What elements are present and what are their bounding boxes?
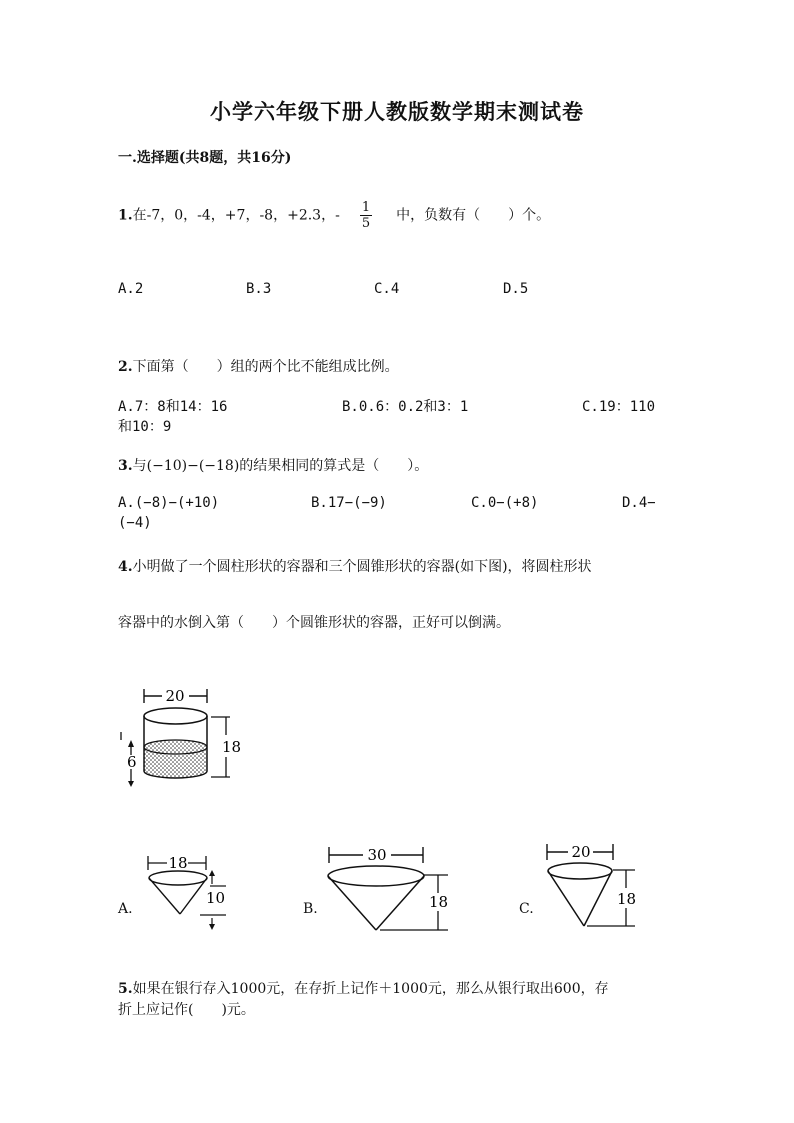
option-c: C.4: [374, 281, 400, 297]
fraction-numerator: 1: [361, 200, 371, 215]
question-number: 2.: [118, 359, 133, 375]
option-b: B.0.6：0.2和3：1: [342, 399, 469, 415]
cone-a-figure: [140, 850, 230, 932]
cylinder-water-label: 6: [127, 753, 137, 771]
cone-b-label: B.: [303, 901, 318, 917]
question-4: [118, 556, 592, 576]
option-d: D.4−: [622, 495, 656, 511]
question-1: [118, 200, 550, 231]
question-text-end: 中，负数有（ ）个。: [396, 207, 551, 224]
cone-b-figure: [320, 843, 450, 935]
question-text: 小明做了一个圆柱形状的容器和三个圆锥形状的容器(如下图)，将圆柱形状: [132, 559, 592, 575]
cone-c-figure: [541, 840, 641, 932]
question-number: 5.: [118, 981, 133, 997]
cylinder-figure: [118, 683, 248, 788]
question-4-line-2: 容器中的水倒入第（ ）个圆锥形状的容器，正好可以倒满。: [118, 615, 510, 631]
question-5-line-2: 折上应记作( )元。: [118, 1002, 255, 1018]
cone-a-height-label: 10: [206, 889, 226, 907]
question-text: 与(−10)−(−18)的结果相同的算式是（ ）。: [132, 458, 429, 474]
question-5: [118, 978, 609, 998]
option-d-wrap: (−4): [118, 515, 152, 531]
question-number: 4.: [118, 559, 133, 575]
section-heading: 一.选择题(共8题，共16分): [118, 150, 292, 166]
option-c: C.19：110: [582, 399, 656, 415]
cone-b-height-label: 18: [429, 893, 449, 911]
question-text: 如果在银行存入1000元，在存折上记作＋1000元，那么从银行取出600，存: [132, 981, 609, 997]
page-title: 小学六年级下册人教版数学期末测试卷: [210, 99, 584, 124]
option-c-wrap: 和10：9: [118, 419, 172, 435]
question-2: [118, 356, 399, 376]
cone-c-label: C.: [519, 901, 534, 917]
question-text: 在-7，0，-4，+7，-8，+2.3，-: [132, 207, 340, 224]
question-number: 3.: [118, 458, 133, 474]
cone-c-height-label: 18: [617, 890, 637, 908]
question-3: [118, 455, 428, 475]
option-b: B.17−(−9): [311, 495, 387, 511]
cone-a-diameter-label: 18: [168, 854, 188, 872]
option-d: D.5: [503, 281, 529, 297]
option-a: A.7：8和14：16: [118, 399, 228, 415]
option-a: A.2: [118, 281, 144, 297]
fraction-denominator: 5: [361, 216, 371, 231]
question-text: 下面第（ ）组的两个比不能组成比例。: [132, 359, 399, 375]
fraction: [360, 200, 372, 231]
cylinder-height-label: 18: [222, 738, 242, 756]
option-c: C.0−(+8): [471, 495, 539, 511]
cone-a-label: A.: [118, 901, 133, 917]
question-number: 1.: [118, 207, 133, 224]
cylinder-diameter-label: 20: [165, 687, 185, 705]
cone-b-diameter-label: 30: [367, 846, 387, 864]
option-a: A.(−8)−(+10): [118, 495, 220, 511]
cone-c-diameter-label: 20: [571, 843, 591, 861]
option-b: B.3: [246, 281, 272, 297]
